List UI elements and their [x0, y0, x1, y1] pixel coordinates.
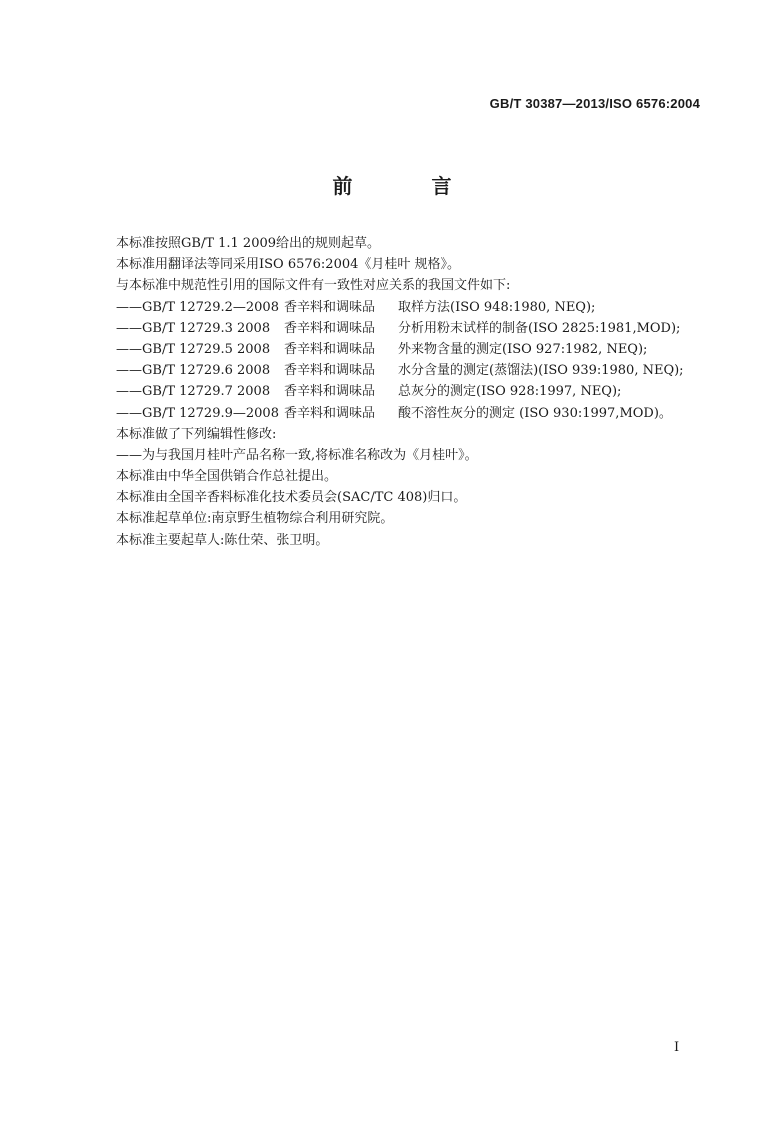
reference-category: 香辛料和调味品 — [284, 320, 376, 336]
reference-row — [116, 339, 716, 360]
reference-row — [116, 318, 716, 339]
reference-row — [116, 360, 716, 381]
reference-description: 酸不溶性灰分的测定 (ISO 930:1997,MOD)。 — [398, 405, 672, 421]
page-number: I — [674, 1040, 680, 1055]
paragraph-proposer: 本标准由中华全国供销合作总社提出。 — [116, 469, 338, 485]
reference-category: 香辛料和调味品 — [284, 363, 376, 379]
reference-description: 水分含量的测定(蒸馏法)(ISO 939:1980, NEQ); — [398, 363, 684, 379]
reference-category: 香辛料和调味品 — [284, 299, 376, 315]
reference-category: 香辛料和调味品 — [284, 341, 376, 357]
reference-category: 香辛料和调味品 — [284, 384, 376, 400]
paragraph-drafting-unit: 本标准起草单位:南京野生植物综合利用研究院。 — [116, 511, 394, 527]
reference-row — [116, 297, 716, 318]
standard-code-header: GB/T 30387—2013/ISO 6576:2004 — [489, 96, 700, 111]
reference-row — [116, 403, 716, 424]
paragraph-references-intro: 与本标准中规范性引用的国际文件有一致性对应关系的我国文件如下: — [116, 278, 511, 294]
reference-code: ——GB/T 12729.3 2008 — [116, 320, 271, 336]
reference-category: 香辛料和调味品 — [284, 405, 376, 421]
paragraph-adoption: 本标准用翻译法等同采用ISO 6576:2004《月桂叶 规格》。 — [116, 257, 461, 273]
editorial-change-item: ——为与我国月桂叶产品名称一致,将标准名称改为《月桂叶》。 — [116, 447, 478, 463]
paragraph-editorial-intro: 本标准做了下列编辑性修改: — [116, 426, 277, 442]
reference-description: 外来物含量的测定(ISO 927:1982, NEQ); — [398, 341, 648, 357]
paragraph-committee: 本标准由全国辛香料标准化技术委员会(SAC/TC 408)归口。 — [116, 490, 467, 506]
reference-code: ——GB/T 12729.7 2008 — [116, 384, 271, 400]
reference-code: ——GB/T 12729.5 2008 — [116, 341, 271, 357]
reference-description: 取样方法(ISO 948:1980, NEQ); — [398, 299, 596, 315]
paragraph-drafting-rules: 本标准按照GB/T 1.1 2009给出的规则起草。 — [116, 236, 381, 251]
document-body — [116, 233, 716, 551]
reference-code: ——GB/T 12729.2—2008 — [116, 299, 279, 315]
paragraph-drafters: 本标准主要起草人:陈仕荣、张卫明。 — [116, 532, 329, 548]
reference-row — [116, 381, 716, 402]
reference-code: ——GB/T 12729.9—2008 — [116, 405, 279, 421]
page-title: 前 言 — [332, 174, 488, 198]
reference-description: 分析用粉末试样的制备(ISO 2825:1981,MOD); — [398, 320, 681, 336]
reference-code: ——GB/T 12729.6 2008 — [116, 363, 271, 379]
reference-description: 总灰分的测定(ISO 928:1997, NEQ); — [398, 384, 622, 400]
